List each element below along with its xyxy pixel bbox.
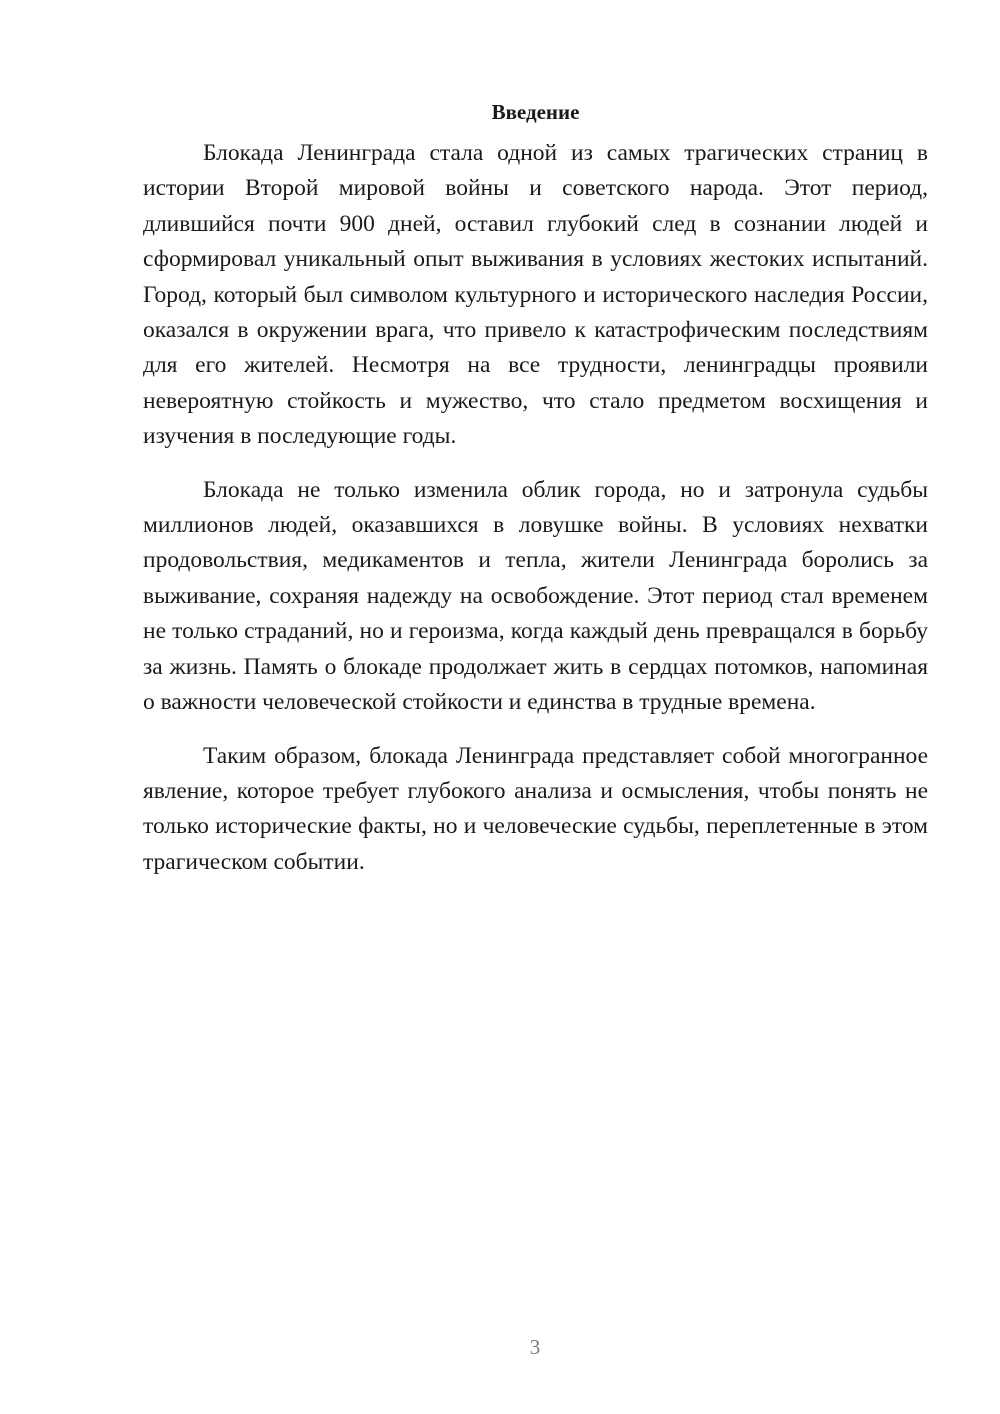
paragraph-1: Блокада Ленинграда стала одной из самых трагических страниц в истории Второй мировой войны и советского народа. Этот период, длившийся почти 900 дней, оставил глубокий след в сознании людей и сформировал уникальный опыт выживания в условиях жестоких испытаний. Город, который был символом культурного и исторического наследия России, оказался в окружении врага, что привело к катастрофическим последствиям для его жителей. Несмотря на все трудности, ленинградцы проявили невероятную стойкость и мужество, что стало предметом восхищения и изучения в последующие годы. bbox=[143, 140, 928, 450]
paragraph-2: Блокада не только изменила облик города, но и затронула судьбы миллионов людей, оказавшихся в ловушке войны. В условиях нехватки продовольствия, медикаментов и тепла, жители Ленинграда боролись за выживание, сохраняя надежду на освобождение. Этот период стал временем не только страданий, но и героизма, когда каждый день превращался в борьбу за жизнь. Память о блокаде продолжает жить в сердцах потомков, напоминая о важности человеческой стойкости и единства в трудные времена. bbox=[143, 476, 928, 716]
page-content bbox=[143, 96, 928, 898]
page-number: 3 bbox=[529, 1335, 541, 1359]
section-title: Введение bbox=[491, 100, 580, 124]
paragraph-3: Таким образом, блокада Ленинграда представляет собой многогранное явление, которое требует глубокого анализа и осмысления, чтобы понять не только исторические факты, но и человеческие судьбы, переплетенные в этом трагическом событии. bbox=[143, 742, 928, 875]
